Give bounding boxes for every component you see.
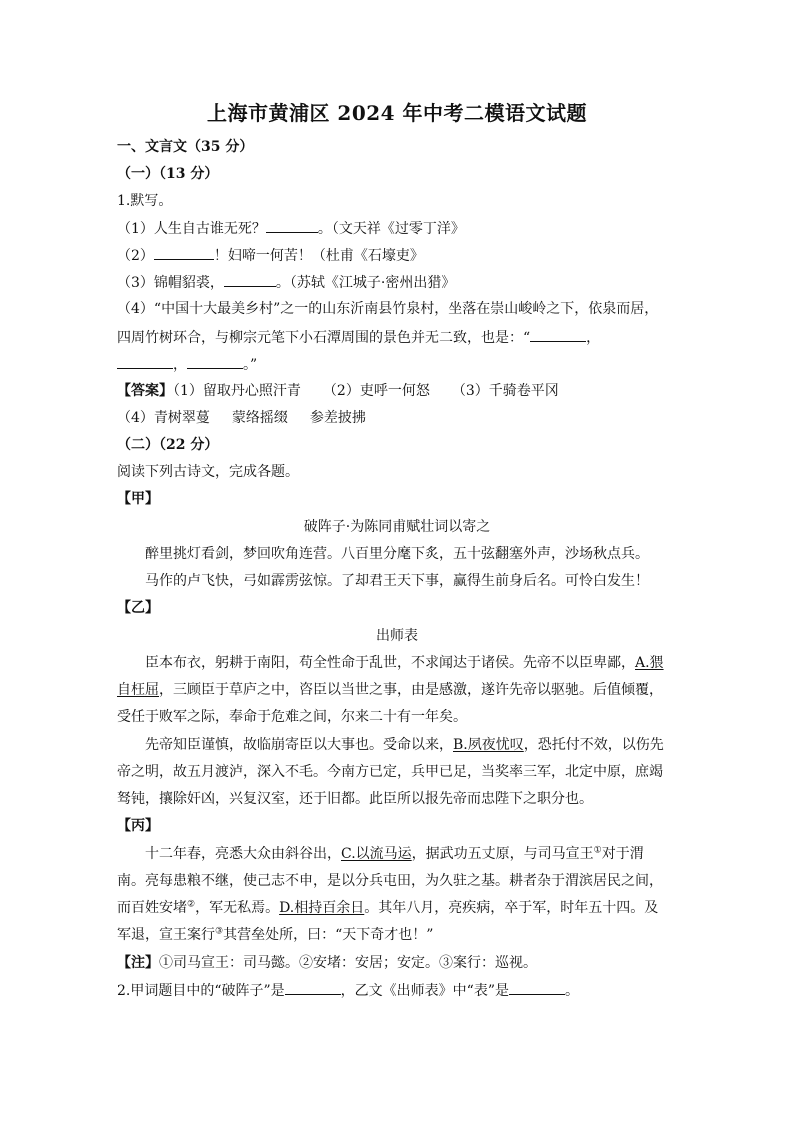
passage-line: 驽钝，攘除奸凶，兴复汉室，还于旧都。此臣所以报先帝而忠陛下之职分也。 [117, 791, 593, 807]
answer-blank [285, 981, 341, 995]
question-1-4-line1: （4）“中国十大最美乡村”之一的山东沂南县竹泉村，坐落在崇山峻岭之下，依泉而居， [117, 301, 659, 317]
passage-line [117, 899, 658, 917]
answer-text: 参差披拂 [309, 410, 366, 426]
passage-text: 对于渭 [601, 846, 644, 862]
question-text: （2） [117, 248, 154, 264]
passage-line: 受任于败军之际，奉命于危难之间，尔来二十有一年矣。 [117, 709, 467, 725]
passage-text: 而百姓安堵 [117, 900, 187, 916]
passage-text: 军退，宣王案行 [117, 927, 215, 943]
answer-blank [154, 246, 214, 260]
passage-text: ，据武功五丈原，与司马宣王 [411, 846, 594, 862]
passage-jia-label: 【甲】 [117, 491, 159, 507]
footnote-marker: ③ [215, 926, 224, 937]
answer-text: （3）千骑卷平冈 [451, 383, 559, 399]
answer-text: 蒙络摇缀 [231, 410, 288, 426]
passage-text: ，三顾臣于草庐之中，咨臣以当世之事，由是感激，遂许先帝以驱驰。后值倾覆， [159, 682, 663, 698]
notes [117, 954, 537, 972]
question-text: ，乙文《出师表》中“表”是 [340, 983, 509, 999]
passage-text: 臣本布衣，躬耕于南阳，苟全性命于乱世，不求闻达于诸侯。先帝不以臣卑鄙， [145, 655, 635, 671]
passage-line: 帝之明，故五月渡泸，深入不毛。今南方已定，兵甲已足，当奖率三军，北定中原，庶竭 [117, 764, 663, 780]
answer-blank [224, 273, 276, 287]
passage-title: 出师表 [376, 628, 418, 644]
poem-line: 醉里挑灯看剑，梦回吹角连营。八百里分麾下炙，五十弦翻塞外声，沙场秋点兵。 [145, 546, 649, 562]
passage-line [117, 681, 663, 699]
question-1-label: 1.默写。 [117, 193, 173, 209]
answer-blank [530, 328, 586, 342]
passage-line [145, 654, 664, 672]
passage-yi-label: 【乙】 [117, 600, 159, 616]
punctuation: ， [173, 357, 187, 373]
passage-text: 十二年春，亮悉大众由斜谷出， [145, 846, 341, 862]
punctuation: 。” [243, 357, 258, 373]
poem-line: 马作的卢飞快，弓如霹雳弦惊。了却君王天下事，赢得生前身后名。可怜白发生！ [145, 573, 649, 589]
passage-line [117, 926, 433, 944]
passage-line [145, 736, 664, 754]
section-heading: 一、文言文（35 分） [117, 139, 254, 155]
answer-label: 【答案】 [117, 383, 173, 399]
answer-blank [266, 219, 318, 233]
underlined-phrase-a: A.猥 [635, 655, 664, 671]
passage-line [145, 845, 644, 863]
answer-blank [509, 981, 565, 995]
underlined-phrase-d: D.相持百余日 [279, 900, 365, 916]
question-1-3 [117, 273, 455, 292]
notes-label: 【注】 [117, 955, 159, 971]
page-title: 上海市黄浦区 2024 年中考二模语文试题 [206, 101, 588, 125]
footnote-marker: ① [593, 845, 602, 856]
answer-line-2 [117, 409, 366, 427]
passage-text: ，军无私焉。 [195, 900, 280, 916]
question-source: ！妇啼一何苦！（杜甫《石壕吏》 [213, 248, 424, 264]
question-2 [117, 981, 579, 1000]
notes-text: ①司马宣王：司马懿。②安堵：安居；安定。③案行：巡视。 [159, 955, 537, 971]
part1-heading: （一）（13 分） [117, 166, 219, 182]
answer-text: （2）吏呼一何怒 [322, 383, 430, 399]
question-text: （1）人生自古谁无死？ [117, 221, 266, 237]
question-1-2 [117, 246, 424, 265]
part2-heading: （二）（22 分） [117, 437, 219, 453]
question-text: （3）锦帽貂裘， [117, 275, 224, 291]
passage-text: ，恐托付不效，以伤先 [523, 737, 664, 753]
passage-text: 。其年八月，亮疾病，卒于军，时年五十四。及 [364, 900, 659, 916]
question-1-4-line2 [117, 328, 600, 347]
question-text: 四周竹树环合，与柳宗元笔下小石潭周围的景色并无二致，也是：“ [117, 330, 531, 346]
passage-text: 其营垒处所，曰：“天下奇才也！” [223, 927, 434, 943]
underlined-phrase-b: B.夙夜忧叹 [453, 737, 524, 753]
question-source: 。（文天祥《过零丁洋》 [317, 221, 465, 237]
passage-line: 南。亮每患粮不继，使己志不申，是以分兵屯田，为久驻之基。耕者杂于渭滨居民之间， [117, 873, 663, 889]
question-text: 2.甲词题目中的“破阵子”是 [117, 983, 285, 999]
question-1-4-line3 [117, 355, 257, 374]
underlined-phrase-c: C.以流马运 [341, 846, 412, 862]
answer-blank [117, 355, 173, 369]
punctuation: 。 [565, 983, 579, 999]
answer-blank [187, 355, 243, 369]
underlined-phrase-a: 自枉屈 [117, 682, 159, 698]
answer-text: （4）青树翠蔓 [117, 410, 210, 426]
answer-line-1 [117, 382, 559, 400]
question-1-1 [117, 219, 465, 238]
punctuation: ， [586, 330, 601, 346]
instruction-text: 阅读下列古诗文，完成各题。 [117, 464, 299, 480]
passage-text: 先帝知臣谨慎，故临崩寄臣以大事也。受命以来， [145, 737, 453, 753]
footnote-marker: ② [187, 899, 196, 910]
answer-text: （1）留取丹心照汗青 [173, 383, 301, 399]
poem-title: 破阵子·为陈同甫赋壮词以寄之 [303, 519, 491, 535]
question-source: 。（苏轼《江城子·密州出猎》 [275, 275, 456, 291]
passage-bing-label: 【丙】 [117, 818, 159, 834]
